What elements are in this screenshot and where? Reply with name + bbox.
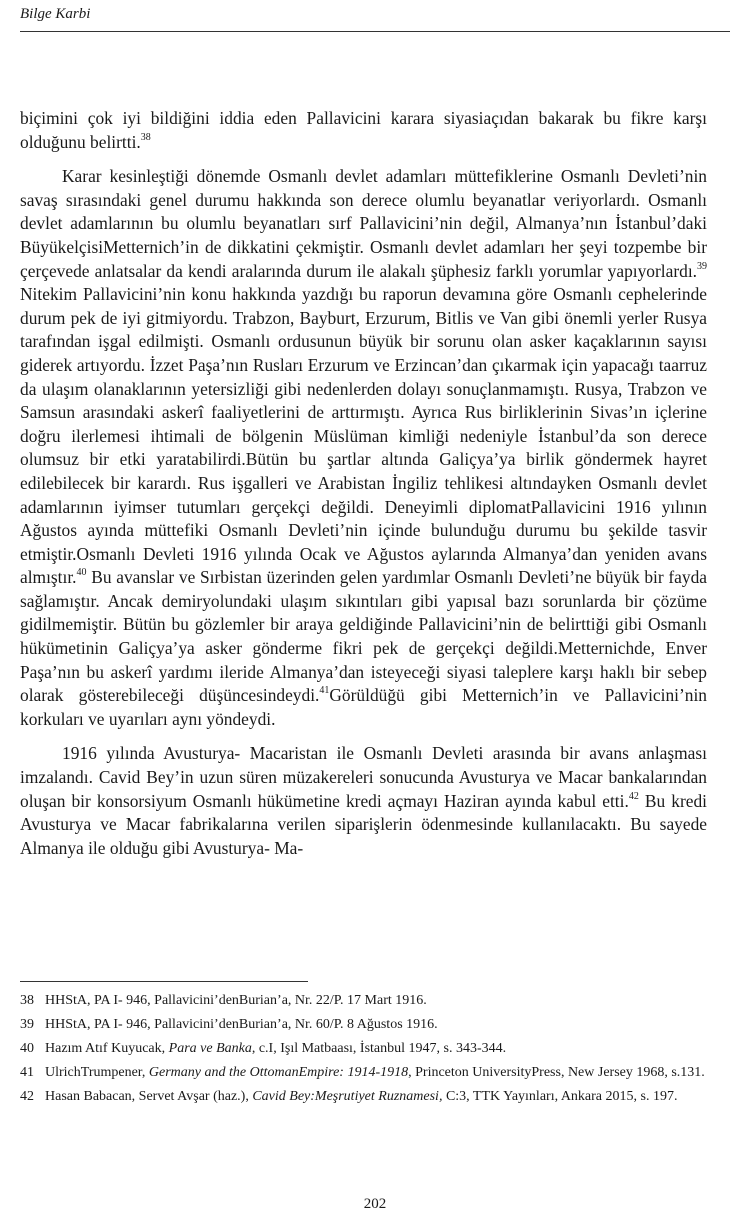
footnote-title: Cavid Bey:Meşrutiyet Ruznamesi, xyxy=(252,1089,443,1104)
footnote-41 xyxy=(20,1063,707,1082)
footnotes xyxy=(20,991,707,1111)
paragraph-text: Bu avanslar ve Sırbistan üzerinden gelen yardımlar Osmanlı Devleti’ne büyük bir fayda sağlamıştır. Ancak demiryolundaki ulaşım sıkıntıları gibi yapısal bazı sorunlarda bir çözüme gidilmemiştir. Bütün bu gözlemler bir araya geldiğinde Pallavicini’nin de belirttiği gibi Osmanlı hükümetinin Galiçya’ya asker gönderme fikri pek de gerçekçi değildi.Metternichde, Enver Paşa’nın bu askerî yardımı ileride Almanya’dan isteyeceği siyasi taleplere karşı haklı bir sebep olarak gösterebileceği düşüncesindeydi. xyxy=(20,567,707,706)
footnote-number: 42 xyxy=(20,1089,34,1104)
footnote-ref-39[interactable]: 39 xyxy=(697,260,707,272)
footnote-ref-42[interactable]: 42 xyxy=(628,790,639,802)
footnote-number: 41 xyxy=(20,1065,34,1080)
footnote-40 xyxy=(20,1039,707,1058)
footnote-text-post: C:3, TTK Yayınları, Ankara 2015, s. 197. xyxy=(442,1089,678,1104)
body-text xyxy=(20,107,707,860)
footnote-divider xyxy=(20,981,308,982)
paragraph-3 xyxy=(20,742,707,860)
footnote-39 xyxy=(20,1015,707,1034)
footnote-38 xyxy=(20,991,707,1010)
footnote-text-pre: Hasan Babacan, Servet Avşar (haz.), xyxy=(45,1089,253,1104)
footnote-text: HHStA, PA I- 946, Pallavicini’denBurian’a, Nr. 60/P. 8 Ağustos 1916. xyxy=(45,1017,438,1032)
paragraph-text: Görüldüğü gibi Metternich’in ve Pallavicini’nin korkuları ve uyarıları aynı yöndeydi. xyxy=(20,685,707,729)
footnote-text-post: , Princeton UniversityPress, New Jersey 1968, s.131. xyxy=(408,1065,705,1080)
footnote-number: 40 xyxy=(20,1041,34,1056)
footnote-text-post: , c.I, Işıl Matbaası, İstanbul 1947, s. 343-344. xyxy=(251,1041,507,1056)
paragraph-text: 1916 yılında Avusturya- Macaristan ile Osmanlı Devleti arasında bir avans anlaşması imzalandı. Cavid Bey’in uzun süren müzakereleri sonucunda Avusturya ve Macar bankalarından oluşan bir konsorsiyum Osmanlı hükümetine kredi açmayı Haziran ayında kabul etti. xyxy=(20,743,707,811)
paragraph-1 xyxy=(20,107,707,154)
page-number: 202 xyxy=(363,1196,387,1212)
running-head: Bilge Karbi xyxy=(20,6,91,22)
footnote-title: Germany and the OttomanEmpire: 1914-1918 xyxy=(148,1065,409,1080)
footnote-text: HHStA, PA I- 946, Pallavicini’denBurian’a, Nr. 22/P. 17 Mart 1916. xyxy=(45,993,427,1008)
footnote-text xyxy=(45,1087,707,1106)
paragraph-2 xyxy=(20,165,707,731)
page-header xyxy=(20,4,730,32)
paragraph-text: Nitekim Pallavicini’nin konu hakkında yazdığı bu raporun devamına göre Osmanlı cephelerinde durum pek de iyi gitmiyordu. Trabzon, Bayburt, Erzurum, Bitlis ve Van gibi önemli yerler Rusya tarafından işgal edilmişti. Osmanlı ordusunun büyük bir sorunu olan asker kaçaklarının sayısı giderek artıyordu. İzzet Paşa’nın Rusları Erzurum ve Erzincan’dan çıkarmak için yapacağı taarruz da ulaşım olanaklarının yetersizliği gibi nedenlerden dolayı sonuçlanmamıştı. Rusya, Trabzon ve Samsun arasındaki askerî faaliyetlerini de arttırmıştı. Ayrıca Rus birliklerinin Sivas’ın içlerine doğru ilerlemesi ihtimali de bölgenin Müslüman kimliği nedeniyle İstanbul’da son derece olumsuz bir etki yaratabilirdi.Bütün bu şartlar altında Galiçya’ya birlik göndermek hayret edilebilecek bir karardı. Rus işgalleri ve Arabistan İngiliz tehlikesi altındayken Osmanlı devlet adamlarının iyimser tutumları gerçekçi değildi. Deneyimli diplomatPallavicini 1916 yılının Ağustos ayında müttefiki Osmanlı Devleti’nin içinde bulunduğu durumu bu şekilde tasvir etmiştir.Osmanlı Devleti 1916 yılında Ocak ve Ağustos aylarında Almanya’dan yeniden avans almıştır. xyxy=(20,284,707,588)
footnote-42 xyxy=(20,1087,707,1106)
footnote-number: 38 xyxy=(20,993,34,1008)
footnote-text xyxy=(45,1063,707,1082)
paragraph-text: biçimini çok iyi bildiğini iddia eden Pallavicini karara siyasiaçıdan bakarak bu fikre karşı olduğunu belirtti. xyxy=(20,108,707,152)
paragraph-text: Bu kredi Avusturya ve Macar fabrikalarına verilen siparişlerin ödenmesinde kullanılacaktı. Bu sayede Almanya ile olduğu gibi Avusturya- Ma- xyxy=(20,790,707,858)
footnote-text xyxy=(45,1039,707,1058)
footnote-ref-38[interactable]: 38 xyxy=(140,131,151,143)
footnote-number: 39 xyxy=(20,1017,34,1032)
paragraph-text: Karar kesinleştiği dönemde Osmanlı devlet adamları müttefiklerine Osmanlı Devleti’nin savaş sırasındaki genel durumu hakkında son derece olumlu beyanatlar veriyorlardı. Osmanlı devlet adamlarının bu olumlu beyanatları sırf Pallavicini’nin değil, Almanya’nın İstanbul’daki BüyükelçisiMetternich’in de dikkatini çekmiştir. Osmanlı devlet adamları her şeyi tozpembe bir çerçevede anlatsalar da kendi aralarında durum ile alakalı şüphesiz farklı yorumlar yapıyorlardı. xyxy=(20,166,707,281)
footnote-text-pre: UlrichTrumpener, xyxy=(45,1065,149,1080)
footnote-ref-41[interactable]: 41 xyxy=(319,685,330,697)
footnote-title: Para ve Banka xyxy=(168,1041,252,1056)
footnote-text-pre: Hazım Atıf Kuyucak, xyxy=(45,1041,169,1056)
footnote-ref-40[interactable]: 40 xyxy=(76,567,87,579)
